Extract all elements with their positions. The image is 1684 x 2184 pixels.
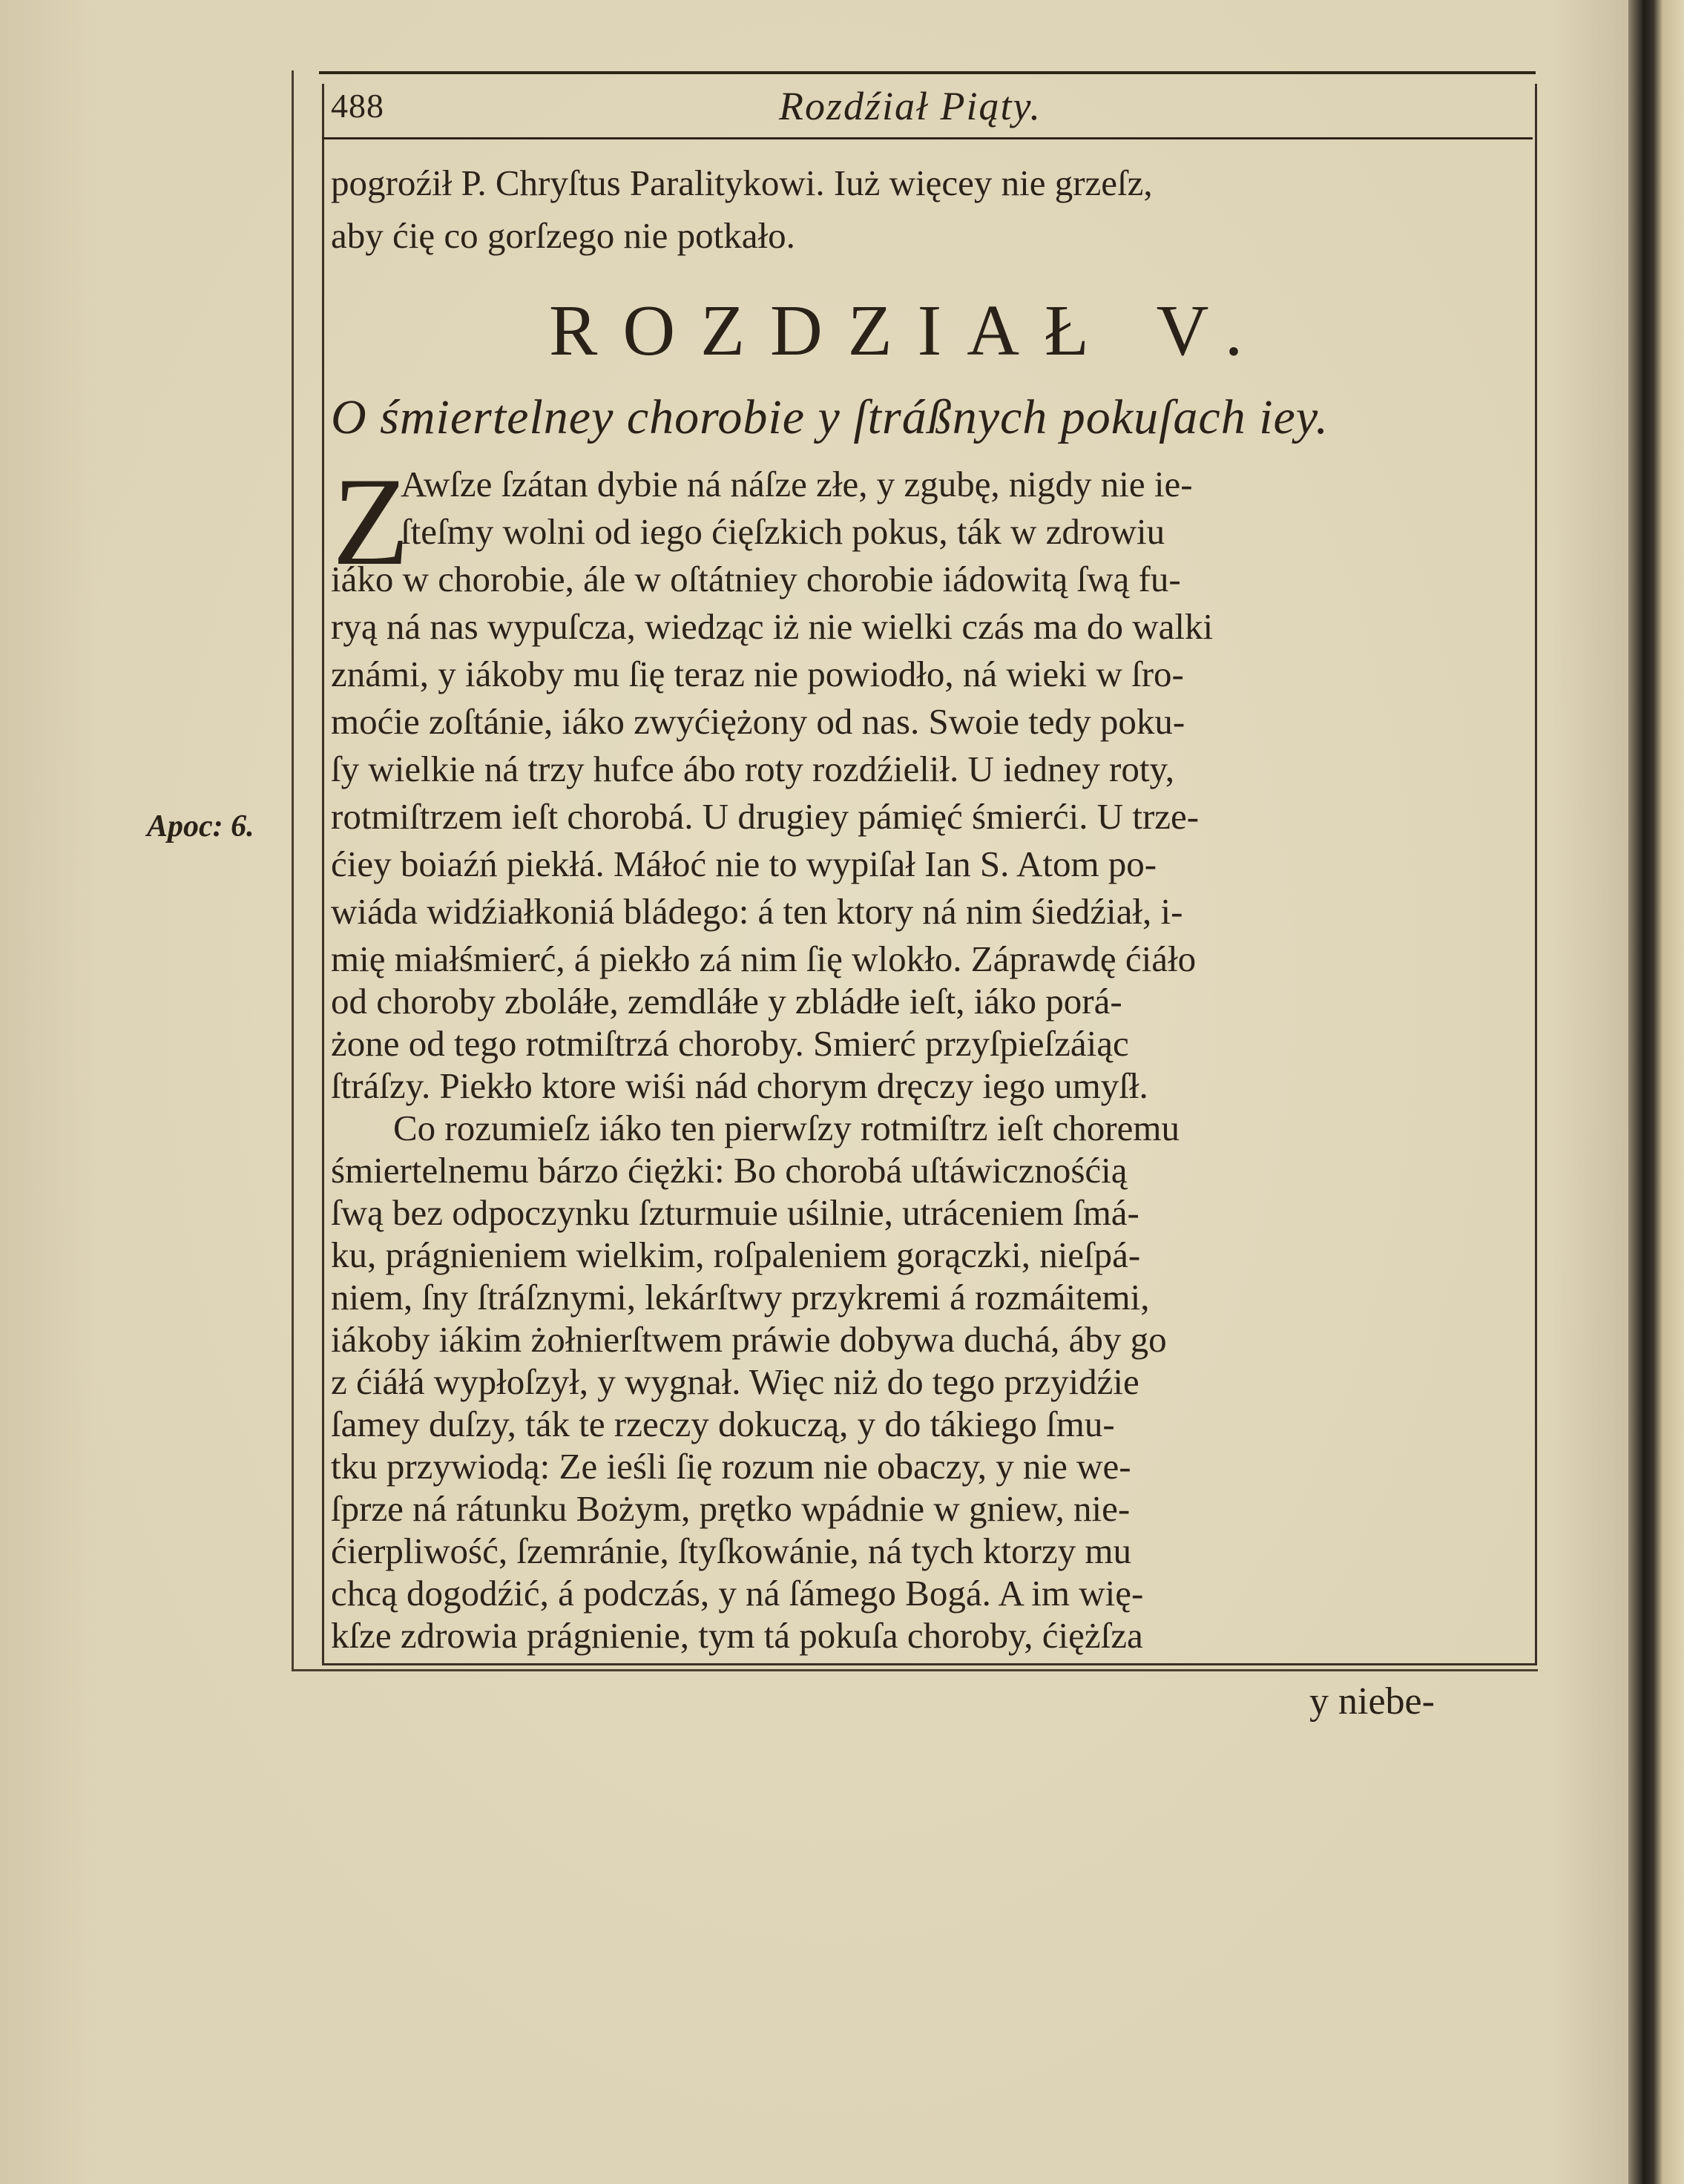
margin-note: Apoc: 6. [147,809,254,843]
text-line: Co rozumieſz iáko ten pierwſzy rotmiſtrz ieſt choremu [393,1108,1180,1148]
catchword: y niebe- [1309,1680,1435,1723]
text-line: pogroźił P. Chryſtus Paralitykowi. Iuż więcey nie grzeſz, [331,162,1153,203]
text-line: ſteſmy wolni od iego ćięſzkich pokus, ták w zdrowiu [401,511,1165,552]
chapter-title: ROZDZIAŁ V. [549,291,1269,371]
text-line: ſy wielkie ná trzy hufce ábo roty rozdźielił. U iedney roty, [331,749,1175,789]
drop-cap: Z [332,452,410,591]
text-line: ſtráſzy. Piekło ktore wiśi nád chorym dręczy iego umyſł. [331,1065,1148,1106]
text-line: mię miałśmierć, á piekło zá nim ſię wlokło. Záprawdę ćiáło [331,938,1197,979]
text-line: z ćiáłá wypłoſzył, y wygnał. Więc niż do tego przyidźie [331,1361,1139,1402]
frame-rule-bottom [292,1669,1538,1671]
page-number: 488 [331,87,384,125]
text-line: chcą dogodźić, á podczás, y ná ſámego Bogá. A im wię- [331,1573,1144,1614]
text-line: ſamey duſzy, ták te rzeczy dokuczą, y do tákiego ſmu- [331,1404,1115,1444]
text-line: ćiey boiaźń piekłá. Máłoć nie to wypiſał Ian S. Atom po- [331,843,1157,884]
text-line: żone od tego rotmiſtrzá choroby. Smierć przyſpieſzáiąc [331,1023,1129,1064]
text-line: ſprze ná rátunku Bożym, prętko wpádnie w gniew, nie- [331,1488,1131,1529]
text-line: wiáda widźiałkoniá bládego: á ten ktory ná nim śiedźiał, i- [331,891,1183,932]
running-head: Rozdźiał Piąty. [779,84,1042,128]
header-rule [322,137,1533,139]
text-line: aby ćię co gorſzego nie potkało. [331,215,795,256]
text-line: iáko w chorobie, ále w oſtátniey chorobie iádowitą ſwą fu- [331,559,1181,599]
text-line: iákoby iákim żołnierſtwem práwie dobywa duchá, áby go [331,1319,1167,1360]
text-line: ku, prágnieniem wielkim, roſpaleniem gorączki, nieſpá- [331,1234,1141,1275]
text-line: ćierpliwość, ſzemránie, ſtyſkowánie, ná tych ktorzy mu [331,1530,1132,1571]
text-line: ryą ná nas wypuſcza, wiedząc iż nie wielki czás ma do walki [331,606,1214,647]
text-line: tku przywiodą: Ze ieśli ſię rozum nie obaczy, y nie we- [331,1446,1131,1487]
text-line: Awſze ſzátan dybie ná náſze złe, y zgubę, nigdy nie ie- [401,464,1193,504]
text-line: od choroby zboláłe, zemdláłe y zbládłe ieſt, iáko porá- [331,981,1122,1022]
text-line: moćie zoſtánie, iáko zwyćiężony od nas. Swoie tedy poku- [331,701,1185,742]
chapter-subtitle: O śmiertelney chorobie y ſtráßnych pokuſach iey. [331,390,1329,444]
frame-rule-left [292,70,294,1671]
text-line: niem, ſny ſtráſznymi, lekárſtwy przykremi á rozmáitemi, [331,1277,1150,1318]
top-rule [319,71,1536,74]
text-line: známi, y iákoby mu ſię teraz nie powiodło, ná wieki w ſro- [331,654,1184,694]
text-line: ſwą bez odpoczynku ſzturmuie uśilnie, utráceniem ſmá- [331,1192,1139,1233]
text-line: śmiertelnemu bárzo ćiężki: Bo chorobá uſtáwicznośćią [331,1150,1128,1191]
text-line: rotmiſtrzem ieſt chorobá. U drugiey pámięć śmierći. U trze- [331,796,1200,837]
book-spine [1628,0,1684,2184]
text-line: kſze zdrowia prágnienie, tym tá pokuſa choroby, ćiężſza [331,1615,1143,1656]
